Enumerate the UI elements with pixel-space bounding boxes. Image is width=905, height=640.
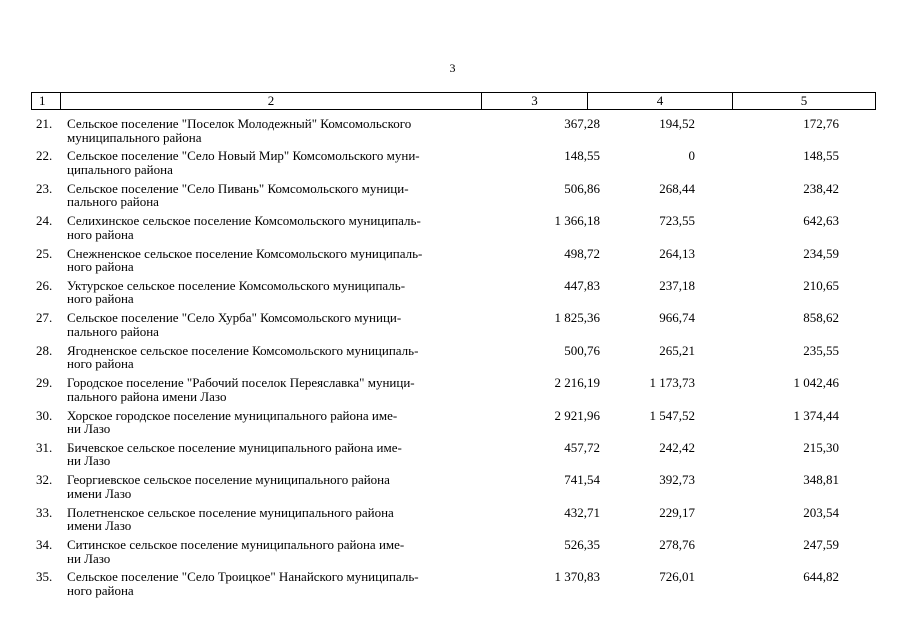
table-row [31,310,876,342]
column-header-1: 1 [32,93,61,109]
value-column-5: 348,81 [803,472,839,488]
settlement-name [67,570,477,597]
table-row [31,213,876,245]
value-column-3: 1 370,83 [554,569,600,585]
table-row [31,472,876,504]
settlement-name-line-1: Полетненское сельское поселение муниципального района [67,504,394,520]
settlement-name-line-1: Ягодненское сельское поселение Комсомольского муниципаль- [67,342,419,358]
settlement-name-line-2: ного района [67,291,134,307]
settlement-name-line-2: муниципального района [67,129,202,145]
settlement-name-line-2: пального района [67,323,159,339]
settlement-name-line-2: ного района [67,582,134,598]
table-header-row [31,92,876,110]
row-number: 30. [36,407,53,423]
settlement-name-line-1: Хорское городское поселение муниципального района име- [67,407,398,423]
column-header-4: 4 [588,93,733,109]
settlement-name-line-2: имени Лазо [67,518,132,534]
settlement-name [67,409,477,436]
table-row [31,181,876,213]
settlement-name-line-2: ного района [67,226,134,242]
row-number: 24. [36,213,53,229]
table-row [31,440,876,472]
settlement-name-line-2: ни Лазо [67,421,111,437]
settlement-name-line-1: Сельское поселение "Село Пивань" Комсомольского муници- [67,180,409,196]
value-column-5: 210,65 [803,277,839,293]
row-number: 22. [36,148,53,164]
settlement-name [67,311,477,338]
row-number: 34. [36,537,53,553]
row-number: 26. [36,277,53,293]
settlement-name-line-1: Уктурское сельское поселение Комсомольского муниципаль- [67,277,406,293]
value-column-5: 215,30 [803,439,839,455]
value-column-4: 194,52 [659,116,695,131]
settlement-name [67,247,477,274]
settlement-name-line-2: ни Лазо [67,453,111,469]
table-row [31,116,876,148]
column-header-5: 5 [800,93,808,108]
value-column-4: 264,13 [659,245,695,261]
row-number: 23. [36,180,53,196]
value-column-5: 247,59 [803,537,839,553]
row-number: 27. [36,310,53,326]
settlement-name-line-2: ного района [67,356,134,372]
page-number: 3 [449,61,456,75]
row-number: 29. [36,375,53,391]
table-row [31,537,876,569]
settlement-name-line-1: Снежненское сельское поселение Комсомольского муниципаль- [67,245,423,261]
row-number: 31. [36,439,53,455]
row-number: 35. [36,569,53,585]
settlement-name-line-1: Селихинское сельское поселение Комсомольского муниципаль- [67,213,421,229]
value-column-3: 2 921,96 [554,407,600,423]
value-column-4: 237,18 [659,277,695,293]
settlement-name [67,149,477,176]
value-column-4: 726,01 [659,569,695,585]
table-row [31,343,876,375]
settlement-name-line-1: Сельское поселение "Село Хурба" Комсомольского муници- [67,310,402,326]
value-column-3: 432,71 [564,504,600,520]
settlement-name [67,441,477,468]
settlement-name [67,344,477,371]
table-row [31,408,876,440]
table-row [31,569,876,601]
value-column-3: 148,55 [564,148,600,164]
settlement-name-line-2: имени Лазо [67,485,132,501]
value-column-4: 392,73 [659,472,695,488]
value-column-5: 642,63 [803,213,839,229]
column-header-3: 3 [482,93,588,109]
row-number: 25. [36,245,53,261]
settlement-name-line-1: Ситинское сельское поселение муниципального района име- [67,537,405,553]
row-number: 33. [36,504,53,520]
value-column-5: 238,42 [803,180,839,196]
value-column-5: 203,54 [803,504,839,520]
value-column-3: 506,86 [564,180,600,196]
value-column-3: 447,83 [564,277,600,293]
value-column-5: 858,62 [803,310,839,326]
settlement-name [67,182,477,209]
value-column-5: 172,76 [803,116,839,131]
table-body [31,116,876,602]
value-column-3: 1 825,36 [554,310,600,326]
value-column-5: 1 374,44 [793,407,839,423]
settlement-name-line-1: Бичевское сельское поселение муниципального района име- [67,439,402,455]
column-header-2: 2 [61,93,482,109]
value-column-4: 966,74 [659,310,695,326]
settlement-name-line-2: пального района имени Лазо [67,388,227,404]
settlement-name-line-1: Сельское поселение "Поселок Молодежный" Комсомольского [67,116,412,131]
table-row [31,375,876,407]
value-column-4: 242,42 [659,439,695,455]
settlement-name-line-1: Сельское поселение "Село Троицкое" Нанайского муниципаль- [67,569,419,585]
row-number: 32. [36,472,53,488]
settlement-name [67,214,477,241]
value-column-3: 2 216,19 [554,375,600,391]
row-number: 21. [36,116,53,131]
value-column-5: 235,55 [803,342,839,358]
value-column-3: 498,72 [564,245,600,261]
table-row [31,278,876,310]
settlement-name-line-1: Сельское поселение "Село Новый Мир" Комсомольского муни- [67,148,420,164]
settlement-name [67,117,477,144]
settlement-name [67,538,477,565]
value-column-4: 0 [688,148,695,164]
table-row [31,246,876,278]
value-column-4: 1 173,73 [649,375,695,391]
value-column-5: 234,59 [803,245,839,261]
table-row [31,148,876,180]
settlement-name [67,506,477,533]
value-column-4: 265,21 [659,342,695,358]
value-column-3: 741,54 [564,472,600,488]
value-column-3: 1 366,18 [554,213,600,229]
value-column-4: 723,55 [659,213,695,229]
value-column-3: 500,76 [564,342,600,358]
value-column-4: 268,44 [659,180,695,196]
settlement-name-line-2: ного района [67,259,134,275]
value-column-4: 229,17 [659,504,695,520]
value-column-3: 526,35 [564,537,600,553]
value-column-4: 1 547,52 [649,407,695,423]
value-column-5: 148,55 [803,148,839,164]
table-row [31,505,876,537]
value-column-3: 457,72 [564,439,600,455]
settlement-name-line-2: пального района [67,194,159,210]
settlement-name [67,279,477,306]
settlement-name [67,376,477,403]
settlement-name-line-2: ципального района [67,161,173,177]
settlement-name-line-2: ни Лазо [67,550,111,566]
value-column-3: 367,28 [564,116,600,131]
value-column-5: 644,82 [803,569,839,585]
settlement-name [67,473,477,500]
value-column-4: 278,76 [659,537,695,553]
settlement-name-line-1: Городское поселение "Рабочий поселок Переяславка" муници- [67,375,415,391]
value-column-5: 1 042,46 [793,375,839,391]
row-number: 28. [36,342,53,358]
settlement-name-line-1: Георгиевское сельское поселение муниципального района [67,472,390,488]
